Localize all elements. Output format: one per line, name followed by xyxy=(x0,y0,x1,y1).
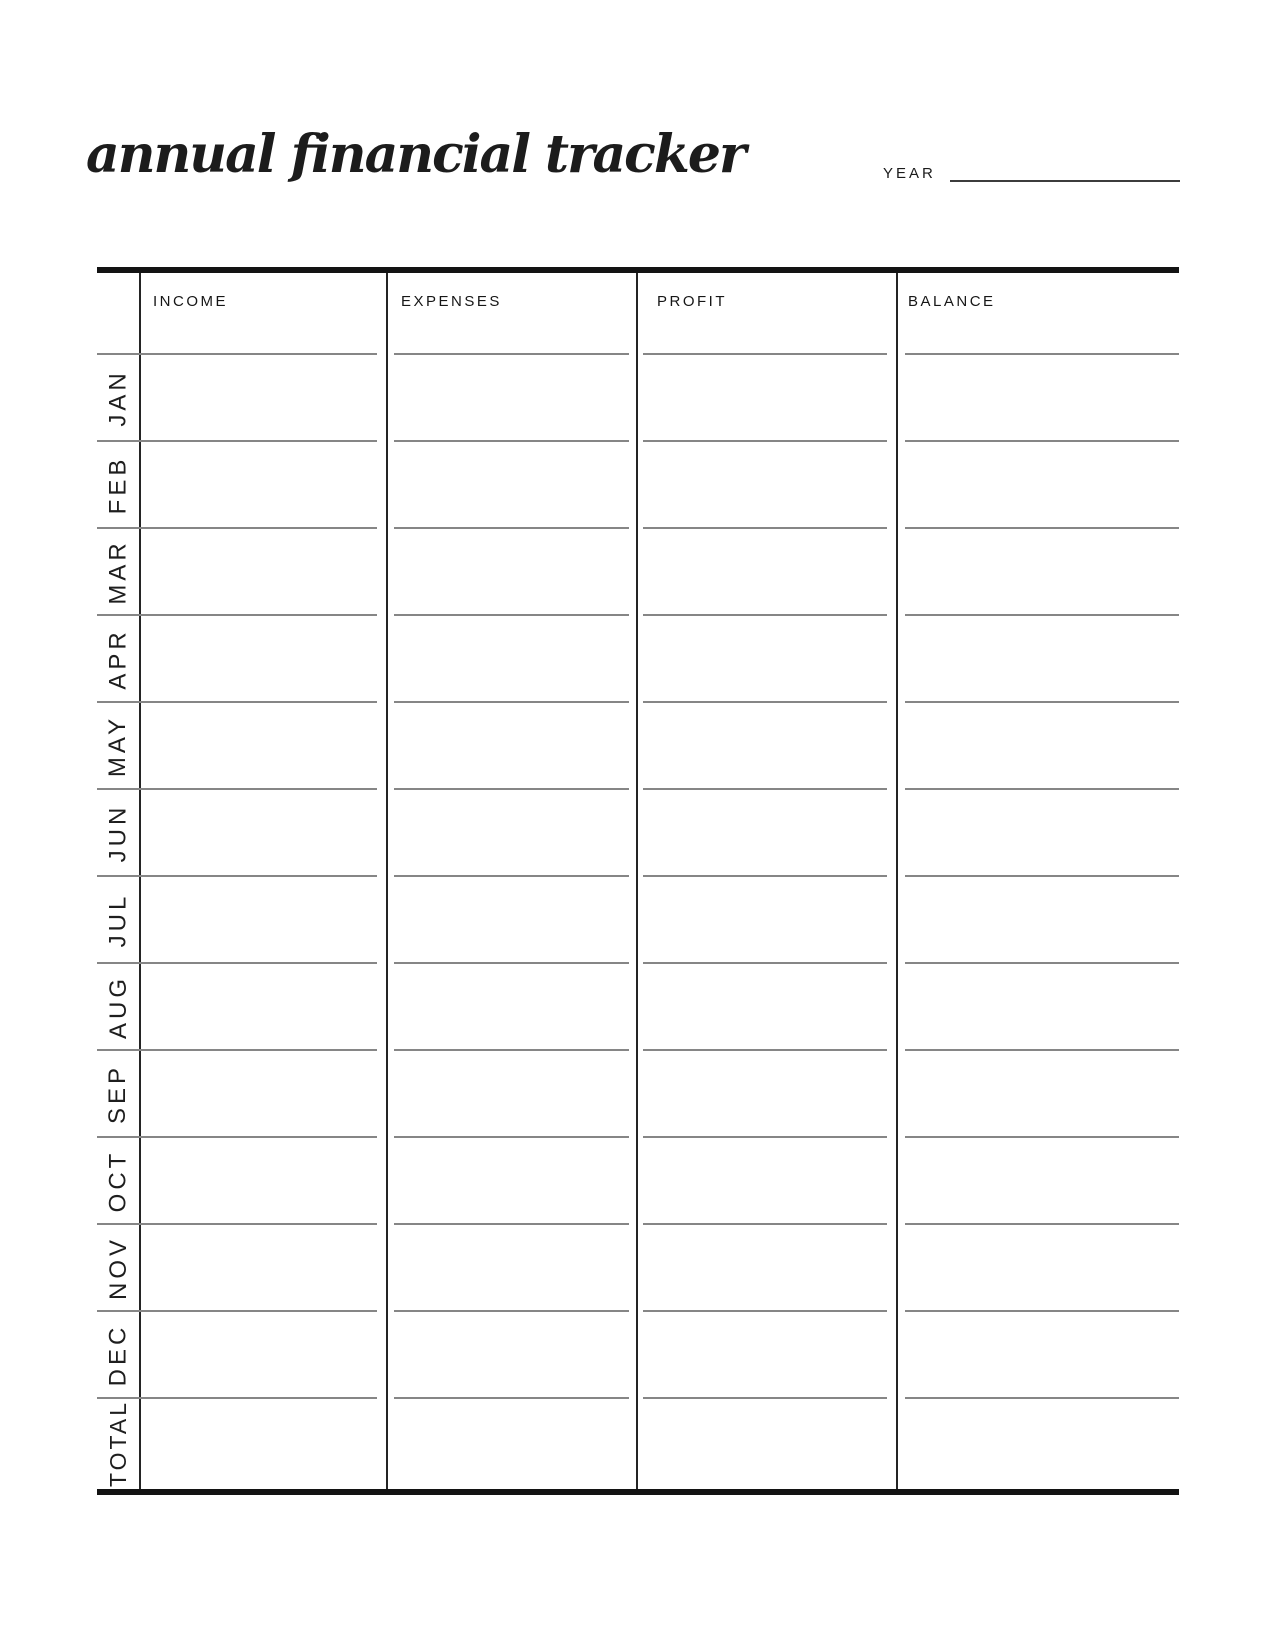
month-label-text: APR xyxy=(104,627,132,690)
cell-jun-profit[interactable] xyxy=(639,790,895,875)
cell-nov-expenses[interactable] xyxy=(389,1225,635,1310)
month-label-text: DEC xyxy=(104,1323,132,1386)
cell-aug-expenses[interactable] xyxy=(389,964,635,1049)
month-label-dec xyxy=(97,1311,140,1398)
cell-oct-profit[interactable] xyxy=(639,1138,895,1223)
cell-sep-profit[interactable] xyxy=(639,1051,895,1136)
cell-jul-profit[interactable] xyxy=(639,877,895,962)
column-header-expenses: EXPENSES xyxy=(401,293,502,310)
column-header-income: INCOME xyxy=(153,293,228,310)
month-label-aug xyxy=(97,963,140,1050)
cell-jul-balance[interactable] xyxy=(899,877,1179,962)
cell-mar-balance[interactable] xyxy=(899,529,1179,614)
cell-dec-balance[interactable] xyxy=(899,1312,1179,1397)
cell-may-balance[interactable] xyxy=(899,703,1179,788)
cell-aug-profit[interactable] xyxy=(639,964,895,1049)
cell-jun-income[interactable] xyxy=(141,790,385,875)
cell-nov-balance[interactable] xyxy=(899,1225,1179,1310)
cell-feb-balance[interactable] xyxy=(899,442,1179,527)
cell-jul-income[interactable] xyxy=(141,877,385,962)
table-header-row xyxy=(97,273,1179,354)
month-label-feb xyxy=(97,441,140,528)
month-label-text: MAR xyxy=(104,538,132,605)
cell-jan-balance[interactable] xyxy=(899,355,1179,440)
cell-aug-income[interactable] xyxy=(141,964,385,1049)
cell-jul-expenses[interactable] xyxy=(389,877,635,962)
month-label-text: JUN xyxy=(104,803,132,862)
table-row-jul xyxy=(97,876,1179,963)
table-row-may xyxy=(97,702,1179,789)
year-label: YEAR xyxy=(883,165,936,182)
cell-total-expenses[interactable] xyxy=(389,1399,635,1488)
cell-apr-profit[interactable] xyxy=(639,616,895,701)
table-row-feb xyxy=(97,441,1179,528)
cell-jun-expenses[interactable] xyxy=(389,790,635,875)
cell-may-expenses[interactable] xyxy=(389,703,635,788)
month-label-oct xyxy=(97,1137,140,1224)
cell-jan-expenses[interactable] xyxy=(389,355,635,440)
column-header-balance: BALANCE xyxy=(908,293,996,310)
year-blank-line[interactable] xyxy=(950,180,1180,182)
cell-oct-income[interactable] xyxy=(141,1138,385,1223)
cell-total-profit[interactable] xyxy=(639,1399,895,1488)
table-bottom-border xyxy=(97,1489,1179,1495)
month-label-may xyxy=(97,702,140,789)
table-row-jan xyxy=(97,354,1179,441)
cell-feb-income[interactable] xyxy=(141,442,385,527)
month-label-jan xyxy=(97,354,140,441)
month-label-nov xyxy=(97,1224,140,1311)
total-label xyxy=(97,1398,140,1489)
cell-jan-income[interactable] xyxy=(141,355,385,440)
table-row-apr xyxy=(97,615,1179,702)
table-row-mar xyxy=(97,528,1179,615)
cell-dec-profit[interactable] xyxy=(639,1312,895,1397)
month-label-text: MAY xyxy=(104,714,132,777)
month-label-text: SEP xyxy=(104,1063,132,1124)
financial-table xyxy=(97,267,1179,1495)
cell-may-profit[interactable] xyxy=(639,703,895,788)
month-label-apr xyxy=(97,615,140,702)
table-row-total xyxy=(97,1398,1179,1489)
column-header-profit: PROFIT xyxy=(657,293,727,310)
table-row-nov xyxy=(97,1224,1179,1311)
month-label-text: JUL xyxy=(104,892,132,947)
cell-nov-profit[interactable] xyxy=(639,1225,895,1310)
cell-sep-income[interactable] xyxy=(141,1051,385,1136)
cell-aug-balance[interactable] xyxy=(899,964,1179,1049)
table-row-jun xyxy=(97,789,1179,876)
table-body xyxy=(97,354,1179,1489)
cell-feb-expenses[interactable] xyxy=(389,442,635,527)
cell-total-balance[interactable] xyxy=(899,1399,1179,1488)
month-label-jun xyxy=(97,789,140,876)
cell-sep-balance[interactable] xyxy=(899,1051,1179,1136)
cell-dec-expenses[interactable] xyxy=(389,1312,635,1397)
cell-may-income[interactable] xyxy=(141,703,385,788)
month-label-text: AUG xyxy=(104,974,132,1039)
cell-feb-profit[interactable] xyxy=(639,442,895,527)
month-label-sep xyxy=(97,1050,140,1137)
cell-mar-income[interactable] xyxy=(141,529,385,614)
cell-dec-income[interactable] xyxy=(141,1312,385,1397)
cell-total-income[interactable] xyxy=(141,1399,385,1488)
month-label-jul xyxy=(97,876,140,963)
cell-apr-balance[interactable] xyxy=(899,616,1179,701)
table-row-oct xyxy=(97,1137,1179,1224)
cell-oct-expenses[interactable] xyxy=(389,1138,635,1223)
table-row-dec xyxy=(97,1311,1179,1398)
cell-apr-expenses[interactable] xyxy=(389,616,635,701)
cell-jan-profit[interactable] xyxy=(639,355,895,440)
month-label-text: JAN xyxy=(104,368,132,427)
month-label-mar xyxy=(97,528,140,615)
cell-sep-expenses[interactable] xyxy=(389,1051,635,1136)
month-label-text: OCT xyxy=(104,1149,132,1212)
month-label-text: NOV xyxy=(104,1235,132,1300)
table-row-sep xyxy=(97,1050,1179,1137)
table-row-aug xyxy=(97,963,1179,1050)
cell-mar-profit[interactable] xyxy=(639,529,895,614)
cell-apr-income[interactable] xyxy=(141,616,385,701)
cell-jun-balance[interactable] xyxy=(899,790,1179,875)
cell-oct-balance[interactable] xyxy=(899,1138,1179,1223)
cell-mar-expenses[interactable] xyxy=(389,529,635,614)
month-label-text: FEB xyxy=(104,455,132,514)
total-label-text: TOTAL xyxy=(105,1400,131,1487)
cell-nov-income[interactable] xyxy=(141,1225,385,1310)
page-title: annual financial tracker xyxy=(86,124,745,185)
